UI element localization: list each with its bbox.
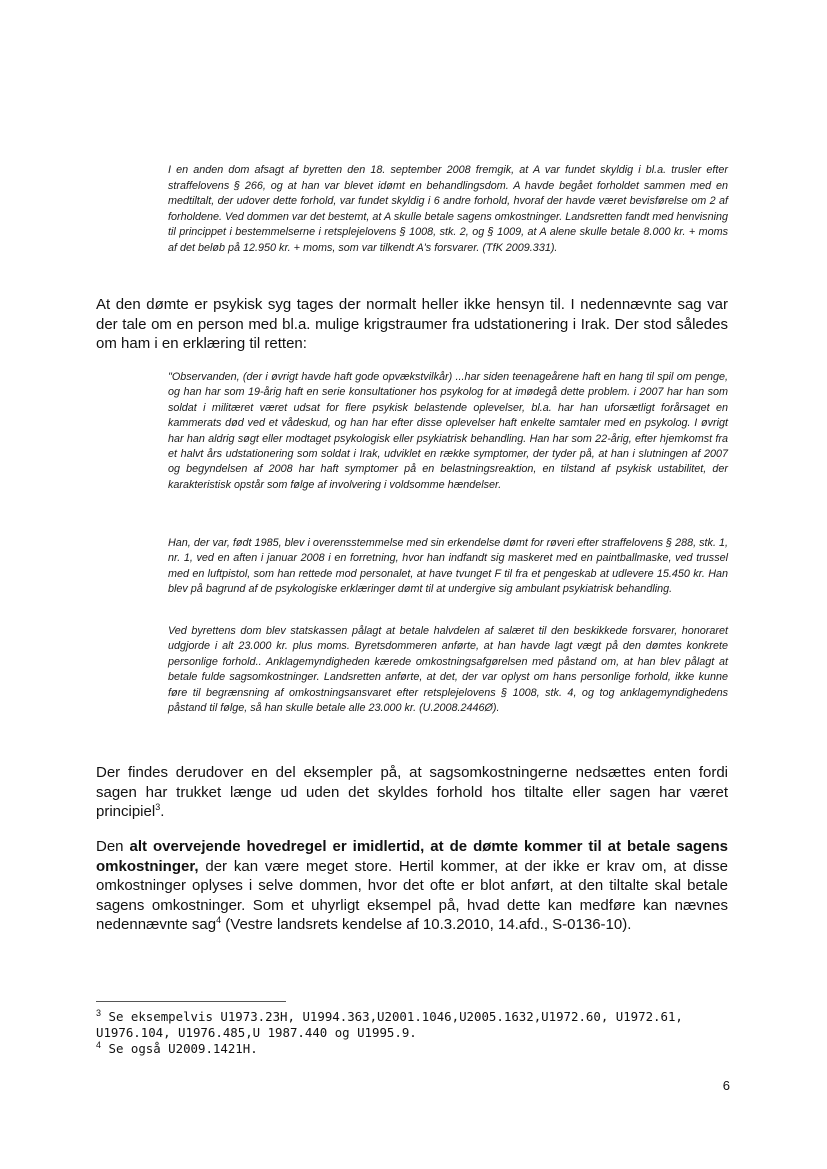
footnote-separator (96, 1001, 286, 1002)
paragraph-lead-word: Den (96, 838, 124, 855)
quote-robbery-case: Han, der var, født 1985, blev i overensstemmelse med sin erkendelse dømt for røveri efter straffelovens § 288, stk. 1, nr. 1, ved en aften i januar 2008 i en forretning, hvor han indfandt sig maskeret med en paintballmaske, ved trussel med en luftpistol, som han rettede mod personalet, at have tvunget F til fra et pengeskab at udlevere 15.450 kr. Han blev på bagrund af de psykologiske erklæringer dømt til at undergive sig ambulant psykiatrisk behandling. (168, 537, 728, 596)
paragraph-end: . (160, 803, 165, 820)
footnote-4 (96, 1041, 736, 1057)
paragraph-examples-reduction (96, 763, 728, 822)
footnote-ref-4[interactable]: 4 (216, 915, 222, 925)
quote-psychological-statement: "Observanden, (der i øvrigt havde haft gode opvækstvilkår) ...har siden teenageårene haft en hang til spil om penge, og han har som 19-årig haft en serie konsultationer hos psykolog for at imødegå dette problem. i 2007 har han som soldat i militæret været udsat for flere psykisk belastende oplevelser, bl.a. har han uforsætligt forårsaget en kammerats død ved et vådeskud, og han har efter disse oplevelser haft enkelte samtaler med en psykolog. I øvrigt har han aldrig søgt eller modtaget psykologisk eller psykiatrisk behandling. Han har som 22-årig, efter hjemkomst fra et halvt års udstationering som soldat i Irak, udviklet en række symptomer, der tyder på, at han i slutningen af 2007 og begyndelsen af 2008 har haft symptomer på en belastningsreaktion, en tilstand af psykisk ustabilitet, der karakteristisk opstår som følge af involvering i voldsomme hændelser. (168, 371, 728, 491)
page-number: 6 (722, 1078, 730, 1093)
footnote-number: 3 (96, 1007, 102, 1018)
paragraph-text: Der findes derudover en del eksempler på, at sagsomkostningerne nedsættes enten fordi sagen har trukket længe ud uden det skyldes forhold hos tiltalte eller sagen har været principiel (96, 764, 728, 820)
paragraph-text: der kan være meget store. Hertil kommer, at der ikke er krav om, at disse omkostninger oplyses i selve dommen, hvor det ofte er blot anført, at den tiltalte skal betale sagens omkostninger. Som et uhyrligt eksempel på, hvad dette kan medføre kan nævnes nedennævnte sag (96, 857, 728, 933)
footnote-ref-3[interactable]: 3 (155, 802, 161, 812)
footnote-3 (96, 1009, 736, 1041)
footnote-number: 4 (96, 1039, 102, 1050)
footnote-text: Se også U2009.1421H. (108, 1041, 258, 1056)
main-rule-emphasis: alt overvejende hovedregel er imidlertid, at de dømte kommer til at betale sagens omkostninger, (96, 838, 729, 875)
footnote-text: Se eksempelvis U1973.23H, U1994.363,U2001.1046,U2005.1632,U1972.60, U1972.61, U1976.104, U1976.485,U 1987.440 og U1995.9. (96, 1009, 683, 1040)
paragraph-mentally-ill: At den dømte er psykisk syg tages der normalt heller ikke hensyn til. I nedennævnte sag var der tale om en person med bl.a. mulige krigstraumer fra udstationering i Irak. Der stod således om ham i en erklæring til retten: (96, 296, 728, 352)
paragraph-main-rule (96, 837, 728, 935)
quote-court-costs-ruling: Ved byrettens dom blev statskassen pålagt at betale halvdelen af salæret til den beskikkede forsvarer, honoraret udgjorde i alt 23.000 kr. plus moms. Byretsdommeren anførte, at han havde lagt vægt på den dømtes konkrete personlige forhold.. Anklagemyndigheden kærede omkostningsafgørelsen med påstand om, at han blev pålagt at betale fulde sagsomkostninger. Landsretten anførte, at det, der var oplyst om hans personlige forhold, ikke kunne føre til begrænsning af omkostningsansvaret efter retsplejelovens § 1008, stk. 4, og tog anklagemyndighedens påstand til følge, så han skulle betale alle 23.000 kr. (U.2008.2446Ø). (168, 625, 728, 715)
quote-case-tfk-2009-331: I en anden dom afsagt af byretten den 18. september 2008 fremgik, at A var fundet skyldig i bl.a. trusler efter straffelovens § 266, og at han var blevet idømt en behandlingsdom. A havde begået forholdet sammen med en medtiltalt, der udover dette forhold, var fundet skyldig i 6 andre forhold, hvoraf der havde været bevisførelse om 2 af forholdene. Ved dommen var det bestemt, at A skulle betale sagens omkostninger. Landsretten fandt med henvisning til princippet i bestemmelserne i retsplejelovens § 1008, stk. 2, og § 1009, at A alene skulle betale 8.000 kr. + moms af det beløb på 12.950 kr. + moms, som var tilkendt A's forsvarer. (TfK 2009.331). (168, 164, 728, 254)
citation-vestre-landsret: (Vestre landsrets kendelse af 10.3.2010, 14.afd., S-0136-10). (225, 916, 632, 933)
